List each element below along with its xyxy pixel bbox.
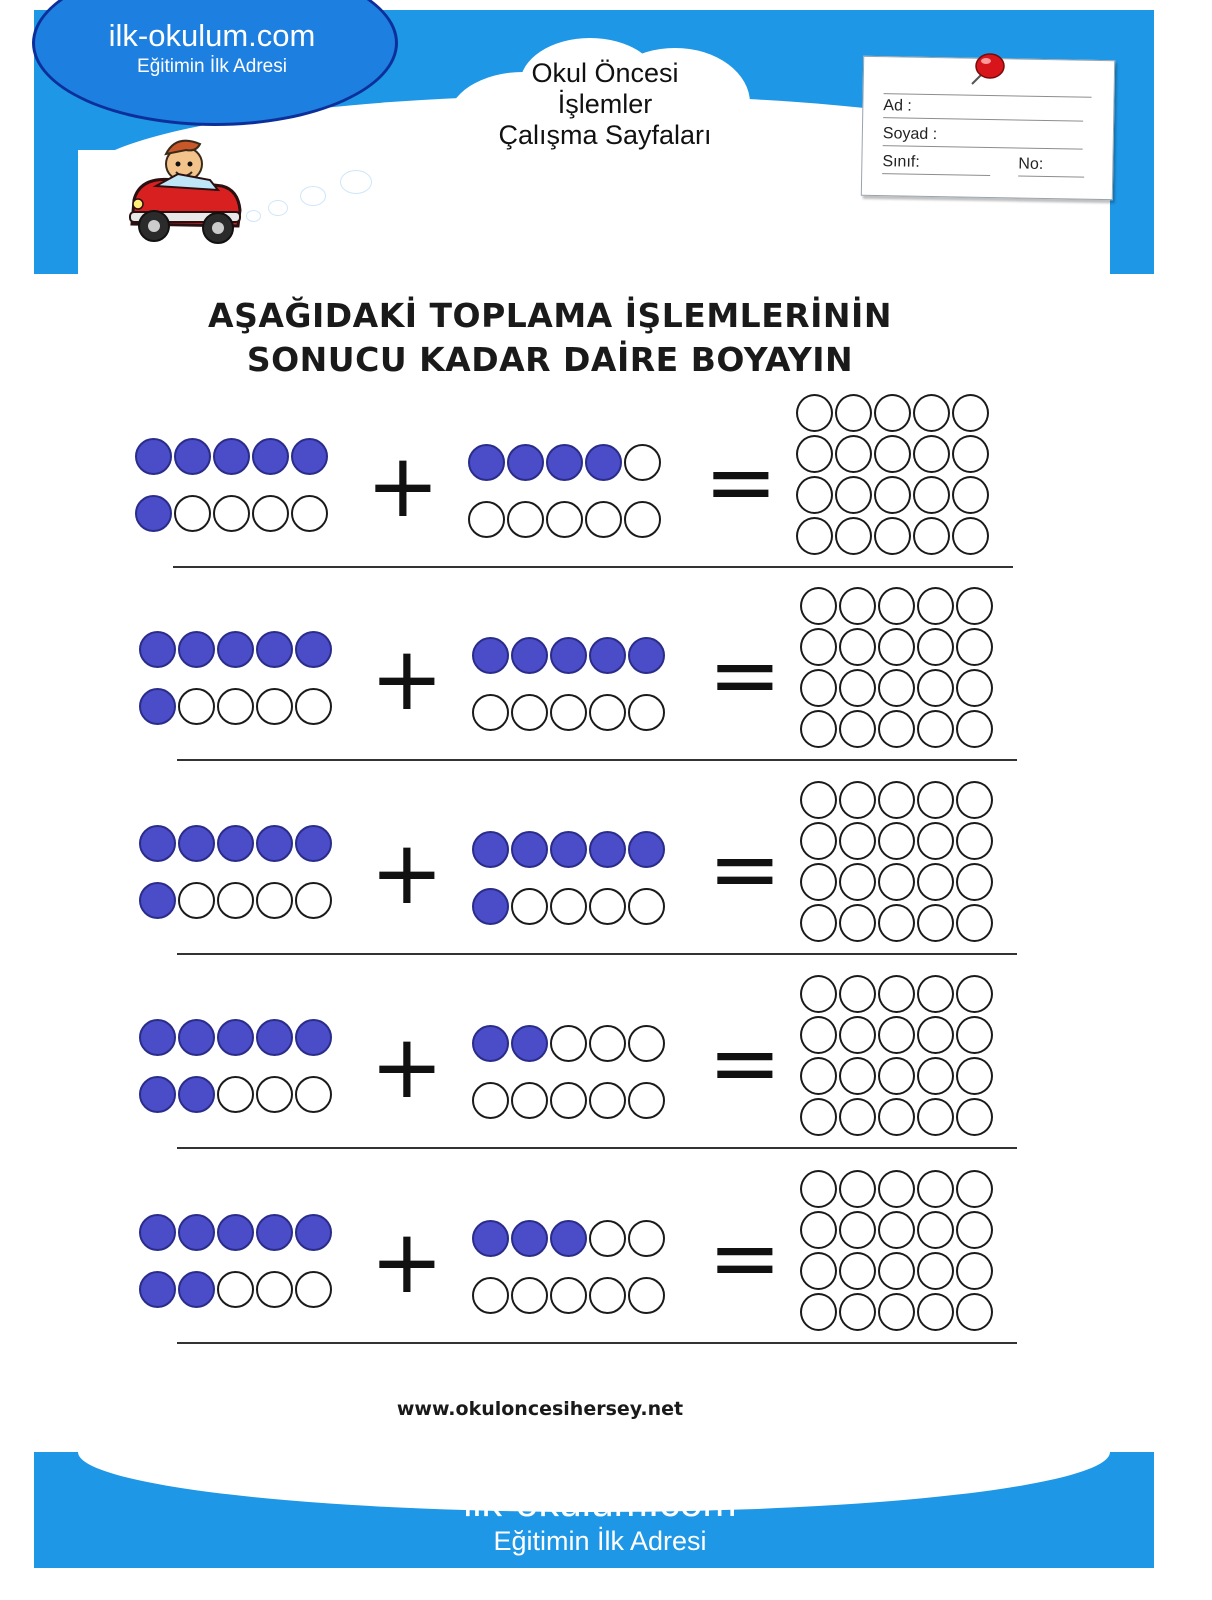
footer-title: ilk-okulum.com — [463, 1479, 737, 1525]
answer-circle[interactable] — [956, 628, 993, 666]
filled-circle — [589, 831, 626, 868]
filled-circle — [256, 1214, 293, 1251]
left-addend-row — [139, 1214, 334, 1251]
problem-divider — [177, 953, 1017, 955]
answer-circle[interactable] — [800, 1057, 837, 1095]
right-addend-row — [468, 444, 663, 481]
answer-circle[interactable] — [917, 863, 954, 901]
filled-circle — [628, 637, 665, 674]
empty-circle — [213, 495, 250, 532]
empty-circle — [589, 1082, 626, 1119]
answer-circle[interactable] — [796, 435, 833, 473]
filled-circle — [472, 637, 509, 674]
filled-circle — [178, 825, 215, 862]
empty-circle — [628, 1082, 665, 1119]
empty-circle — [217, 1271, 254, 1308]
answer-circle[interactable] — [917, 822, 954, 860]
answer-circle[interactable] — [835, 435, 872, 473]
answer-circle[interactable] — [878, 781, 915, 819]
answer-circle[interactable] — [878, 1016, 915, 1054]
empty-circle — [589, 1277, 626, 1314]
empty-circle — [589, 1025, 626, 1062]
empty-circle — [295, 688, 332, 725]
class-field[interactable]: Sınıf: — [882, 151, 990, 176]
answer-circle[interactable] — [917, 587, 954, 625]
answer-circle[interactable] — [956, 1293, 993, 1331]
empty-circle — [217, 882, 254, 919]
answer-circle[interactable] — [913, 394, 950, 432]
answer-circle[interactable] — [917, 975, 954, 1013]
header-left-border — [34, 150, 78, 274]
empty-circle — [589, 694, 626, 731]
answer-circle[interactable] — [839, 904, 876, 942]
equals-sign: = — [708, 1206, 782, 1309]
plus-sign: + — [370, 1210, 444, 1313]
filled-circle — [256, 1019, 293, 1056]
right-addend-row — [472, 1025, 667, 1062]
filled-circle — [585, 444, 622, 481]
empty-circle — [585, 501, 622, 538]
empty-circle — [472, 694, 509, 731]
empty-circle — [628, 1220, 665, 1257]
empty-circle — [256, 1076, 293, 1113]
empty-circle — [550, 694, 587, 731]
answer-circle[interactable] — [800, 710, 837, 748]
empty-circle — [472, 1082, 509, 1119]
cartoon-car-icon — [126, 130, 246, 248]
answer-circle[interactable] — [956, 975, 993, 1013]
answer-circle[interactable] — [874, 394, 911, 432]
filled-circle — [139, 882, 176, 919]
empty-circle — [546, 501, 583, 538]
empty-circle — [550, 1277, 587, 1314]
answer-circle[interactable] — [952, 435, 989, 473]
plus-sign: + — [370, 627, 444, 730]
answer-circle[interactable] — [839, 1098, 876, 1136]
empty-circle — [550, 1025, 587, 1062]
answer-circle[interactable] — [874, 476, 911, 514]
site-url: www.okuloncesihersey.net — [396, 1398, 684, 1420]
problem-divider — [173, 566, 1013, 568]
filled-circle — [511, 637, 548, 674]
equals-sign: = — [708, 623, 782, 726]
answer-circle[interactable] — [917, 1098, 954, 1136]
filled-circle — [135, 495, 172, 532]
equals-sign: = — [708, 1011, 782, 1114]
plus-sign: + — [370, 821, 444, 924]
cloud-line-1: Okul Öncesi — [531, 58, 679, 88]
answer-circle[interactable] — [917, 1211, 954, 1249]
answer-circle[interactable] — [839, 863, 876, 901]
answer-circle[interactable] — [800, 781, 837, 819]
answer-circle[interactable] — [917, 1170, 954, 1208]
left-addend-row — [135, 438, 330, 475]
answer-circle[interactable] — [800, 863, 837, 901]
answer-circle[interactable] — [956, 1057, 993, 1095]
empty-circle — [550, 888, 587, 925]
filled-circle — [178, 1214, 215, 1251]
answer-circle[interactable] — [956, 1252, 993, 1290]
empty-circle — [589, 888, 626, 925]
filled-circle — [178, 1076, 215, 1113]
answer-circle[interactable] — [839, 1016, 876, 1054]
logo-title: ilk-okulum.com — [108, 18, 316, 53]
empty-circle — [589, 1220, 626, 1257]
answer-circle[interactable] — [839, 1252, 876, 1290]
answer-circle[interactable] — [878, 1293, 915, 1331]
empty-circle — [511, 694, 548, 731]
empty-circle — [295, 1271, 332, 1308]
answer-circle[interactable] — [839, 628, 876, 666]
instruction-line-2: SONUCU KADAR DAİRE BOYAYIN — [246, 340, 854, 379]
filled-circle — [589, 637, 626, 674]
answer-circle[interactable] — [800, 1252, 837, 1290]
answer-circle[interactable] — [839, 781, 876, 819]
problem-divider — [177, 1147, 1017, 1149]
filled-circle — [291, 438, 328, 475]
answer-circle-grid[interactable] — [800, 781, 995, 945]
filled-circle — [139, 688, 176, 725]
answer-circle[interactable] — [917, 1252, 954, 1290]
filled-circle — [511, 831, 548, 868]
answer-circle[interactable] — [956, 1098, 993, 1136]
logo-subtitle: Eğitimin İlk Adresi — [137, 56, 287, 77]
right-addend-row — [472, 888, 667, 925]
filled-circle — [135, 438, 172, 475]
instruction-line-1: AŞAĞIDAKİ TOPLAMA İŞLEMLERİNİN — [208, 296, 892, 335]
filled-circle — [178, 1019, 215, 1056]
filled-circle — [628, 831, 665, 868]
answer-circle[interactable] — [839, 1170, 876, 1208]
empty-circle — [252, 495, 289, 532]
filled-circle — [139, 825, 176, 862]
answer-circle[interactable] — [800, 1016, 837, 1054]
empty-circle — [295, 1076, 332, 1113]
filled-circle — [295, 1214, 332, 1251]
right-addend-row — [472, 1082, 667, 1119]
filled-circle — [472, 1220, 509, 1257]
empty-circle — [295, 882, 332, 919]
answer-circle[interactable] — [878, 904, 915, 942]
left-addend-row — [139, 1019, 334, 1056]
answer-circle[interactable] — [839, 669, 876, 707]
answer-circle[interactable] — [878, 587, 915, 625]
answer-circle[interactable] — [917, 1293, 954, 1331]
answer-circle[interactable] — [800, 1211, 837, 1249]
filled-circle — [217, 825, 254, 862]
answer-circle[interactable] — [956, 1211, 993, 1249]
filled-circle — [472, 1025, 509, 1062]
right-addend-row — [472, 1220, 667, 1257]
cloud-line-2: İşlemler — [557, 89, 653, 119]
answer-circle[interactable] — [835, 476, 872, 514]
filled-circle — [217, 1019, 254, 1056]
answer-circle[interactable] — [800, 1293, 837, 1331]
filled-circle — [178, 631, 215, 668]
answer-circle[interactable] — [796, 476, 833, 514]
empty-circle — [217, 1076, 254, 1113]
right-addend-row — [472, 1277, 667, 1314]
filled-circle — [468, 444, 505, 481]
answer-circle[interactable] — [956, 863, 993, 901]
answer-circle[interactable] — [839, 1211, 876, 1249]
right-addend-row — [472, 694, 667, 731]
cloud-line-3: Çalışma Sayfaları — [498, 120, 712, 150]
problem-divider — [177, 759, 1017, 761]
empty-circle — [178, 688, 215, 725]
answer-circle[interactable] — [956, 781, 993, 819]
filled-circle — [139, 1271, 176, 1308]
answer-circle[interactable] — [800, 904, 837, 942]
filled-circle — [178, 1271, 215, 1308]
empty-circle — [511, 888, 548, 925]
answer-circle[interactable] — [839, 1057, 876, 1095]
answer-circle[interactable] — [878, 1098, 915, 1136]
filled-circle — [139, 1076, 176, 1113]
left-addend-row — [139, 825, 334, 862]
left-addend-row — [139, 631, 334, 668]
empty-circle — [256, 882, 293, 919]
answer-circle[interactable] — [800, 1170, 837, 1208]
empty-circle — [174, 495, 211, 532]
empty-circle — [628, 1025, 665, 1062]
filled-circle — [295, 631, 332, 668]
answer-circle[interactable] — [956, 1170, 993, 1208]
empty-circle — [624, 501, 661, 538]
filled-circle — [550, 831, 587, 868]
number-field[interactable]: No: — [1018, 154, 1084, 178]
answer-circle[interactable] — [800, 822, 837, 860]
empty-circle — [468, 501, 505, 538]
answer-circle[interactable] — [956, 1016, 993, 1054]
empty-circle — [472, 1277, 509, 1314]
answer-circle[interactable] — [800, 587, 837, 625]
answer-circle[interactable] — [917, 628, 954, 666]
answer-circle[interactable] — [878, 1211, 915, 1249]
filled-circle — [511, 1025, 548, 1062]
answer-circle[interactable] — [800, 975, 837, 1013]
answer-circle[interactable] — [956, 587, 993, 625]
answer-circle[interactable] — [917, 1016, 954, 1054]
equals-sign: = — [704, 430, 778, 533]
plus-sign: + — [366, 434, 440, 537]
filled-circle — [546, 444, 583, 481]
empty-circle — [178, 882, 215, 919]
filled-circle — [472, 888, 509, 925]
answer-circle[interactable] — [913, 517, 950, 555]
answer-circle[interactable] — [800, 669, 837, 707]
answer-circle[interactable] — [956, 822, 993, 860]
filled-circle — [256, 825, 293, 862]
answer-circle[interactable] — [878, 1057, 915, 1095]
answer-circle[interactable] — [878, 822, 915, 860]
empty-circle — [217, 688, 254, 725]
filled-circle — [295, 1019, 332, 1056]
left-addend-row — [139, 1271, 334, 1308]
filled-circle — [472, 831, 509, 868]
filled-circle — [139, 1019, 176, 1056]
answer-circle[interactable] — [917, 904, 954, 942]
answer-circle[interactable] — [917, 781, 954, 819]
left-addend-row — [135, 495, 330, 532]
left-addend-row — [139, 882, 334, 919]
empty-circle — [511, 1082, 548, 1119]
filled-circle — [550, 1220, 587, 1257]
right-addend-row — [472, 831, 667, 868]
answer-circle[interactable] — [878, 710, 915, 748]
filled-circle — [252, 438, 289, 475]
answer-circle[interactable] — [917, 710, 954, 748]
answer-circle[interactable] — [913, 476, 950, 514]
answer-circle[interactable] — [952, 476, 989, 514]
header-right-border — [1110, 150, 1154, 274]
answer-circle[interactable] — [917, 1057, 954, 1095]
answer-circle[interactable] — [878, 1252, 915, 1290]
answer-circle[interactable] — [800, 1098, 837, 1136]
answer-circle-grid[interactable] — [800, 975, 995, 1139]
answer-circle[interactable] — [952, 394, 989, 432]
footer-subtitle: Eğitimin İlk Adresi — [493, 1526, 707, 1556]
surname-field[interactable]: Soyad : — [883, 123, 1083, 149]
filled-circle — [174, 438, 211, 475]
right-addend-row — [468, 501, 663, 538]
filled-circle — [507, 444, 544, 481]
filled-circle — [256, 631, 293, 668]
left-addend-row — [139, 688, 334, 725]
answer-circle[interactable] — [839, 822, 876, 860]
filled-circle — [213, 438, 250, 475]
answer-circle[interactable] — [956, 669, 993, 707]
empty-circle — [256, 1271, 293, 1308]
filled-circle — [139, 1214, 176, 1251]
answer-circle[interactable] — [878, 863, 915, 901]
answer-circle[interactable] — [917, 669, 954, 707]
empty-circle — [291, 495, 328, 532]
answer-circle[interactable] — [800, 628, 837, 666]
cloud-title — [470, 58, 740, 151]
equals-sign: = — [708, 817, 782, 920]
answer-circle[interactable] — [839, 587, 876, 625]
answer-circle[interactable] — [878, 1170, 915, 1208]
answer-circle[interactable] — [952, 517, 989, 555]
empty-circle — [628, 694, 665, 731]
empty-circle — [624, 444, 661, 481]
answer-circle[interactable] — [839, 1293, 876, 1331]
answer-circle-grid[interactable] — [796, 394, 991, 558]
answer-circle[interactable] — [835, 394, 872, 432]
answer-circle[interactable] — [913, 435, 950, 473]
filled-circle — [550, 637, 587, 674]
answer-circle[interactable] — [796, 517, 833, 555]
filled-circle — [295, 825, 332, 862]
empty-circle — [511, 1277, 548, 1314]
filled-circle — [139, 631, 176, 668]
answer-circle[interactable] — [796, 394, 833, 432]
answer-circle[interactable] — [878, 628, 915, 666]
empty-circle — [628, 888, 665, 925]
filled-circle — [217, 1214, 254, 1251]
filled-circle — [217, 631, 254, 668]
plus-sign: + — [370, 1015, 444, 1118]
empty-circle — [256, 688, 293, 725]
answer-circle[interactable] — [956, 904, 993, 942]
empty-circle — [507, 501, 544, 538]
answer-circle[interactable] — [839, 975, 876, 1013]
answer-circle[interactable] — [878, 975, 915, 1013]
answer-circle[interactable] — [956, 710, 993, 748]
problem-divider — [177, 1342, 1017, 1344]
answer-circle[interactable] — [835, 517, 872, 555]
answer-circle-grid[interactable] — [800, 587, 995, 751]
answer-circle[interactable] — [874, 517, 911, 555]
answer-circle[interactable] — [878, 669, 915, 707]
answer-circle[interactable] — [874, 435, 911, 473]
empty-circle — [628, 1277, 665, 1314]
empty-circle — [550, 1082, 587, 1119]
left-addend-row — [139, 1076, 334, 1113]
right-addend-row — [472, 637, 667, 674]
answer-circle[interactable] — [839, 710, 876, 748]
name-field[interactable]: Ad : — [883, 95, 1083, 121]
push-pin-icon — [962, 48, 1010, 90]
answer-circle-grid[interactable] — [800, 1170, 995, 1334]
filled-circle — [511, 1220, 548, 1257]
